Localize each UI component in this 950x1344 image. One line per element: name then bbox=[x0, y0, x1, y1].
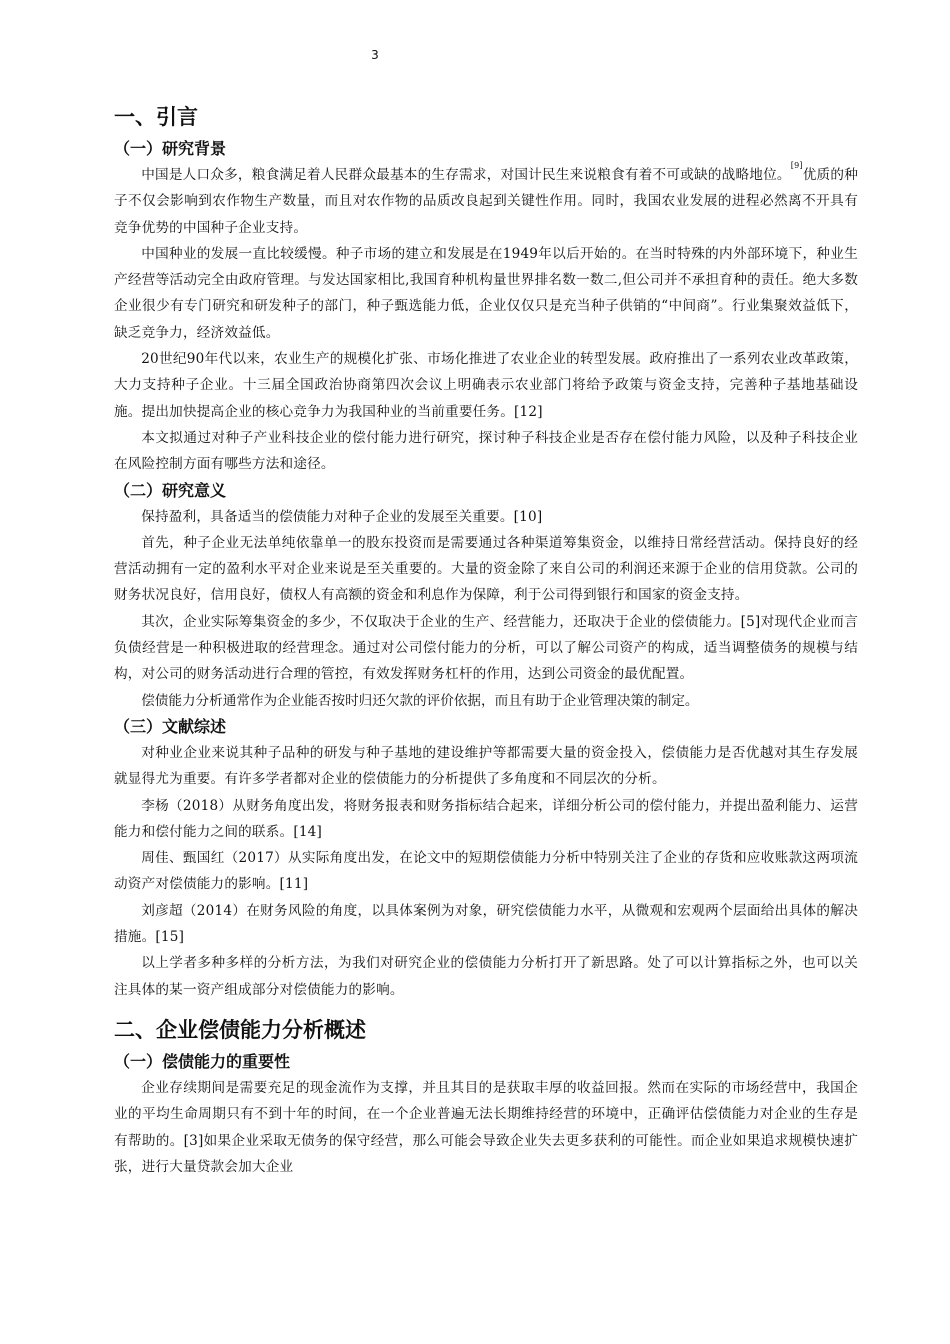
paragraph: 以上学者多种多样的分析方法，为我们对研究企业的偿债能力分析打开了新思路。处了可以计算指标之外，也可以关注具体的某一资产组成部分对偿债能力的影响。 bbox=[114, 955, 858, 998]
subsection-heading-background: （一）研究背景 bbox=[114, 139, 227, 158]
citation-superscript: [9] bbox=[790, 161, 803, 170]
page-number: 3 bbox=[371, 48, 379, 62]
paragraph: 其次，企业实际筹集资金的多少，不仅取决于企业的生产、经营能力，还取决于企业的偿债能力。[5]对现代企业而言负债经营是一种积极进取的经营理念。通过对公司偿付能力的分析，可以了解公司资产的构成，适当调整债务的规模与结构，对公司的财务活动进行合理的管控，有效发挥财务杠杆的作用，达到公司资金的最优配置。 bbox=[114, 613, 858, 683]
paragraph-text: 中国是人口众多，粮食满足着人民群众最基本的生存需求，对国计民生来说粮食有着不可或缺的战略地位。 bbox=[141, 167, 791, 183]
subsection-heading-literature-review: （三）文献综述 bbox=[114, 716, 227, 736]
paragraph bbox=[114, 162, 858, 241]
subsection-heading-significance: （二）研究意义 bbox=[114, 480, 227, 500]
paragraph: 企业存续期间是需要充足的现金流作为支撑，并且其目的是获取丰厚的收益回报。然而在实际的市场经营中，我国企业的平均生命周期只有不到十年的时间，在一个企业普遍无法长期维持经营的环境中，正确评估偿债能力对企业的生存是有帮助的。[3]如果企业采取无债务的保守经营，那么可能会导致企业失去更多获利的可能性。而企业如果追求规模快速扩张，进行大量贷款会加大企业 bbox=[114, 1079, 858, 1175]
paragraph: 周佳、甄国红（2017）从实际角度出发，在论文中的短期偿债能力分析中特别关注了企业的存货和应收账款这两项流动资产对偿债能力的影响。[11] bbox=[114, 850, 858, 893]
paragraph: 李杨（2018）从财务角度出发，将财务报表和财务指标结合起来，详细分析公司的偿付能力，并提出盈利能力、运营能力和偿付能力之间的联系。[14] bbox=[114, 797, 858, 840]
paragraph: 本文拟通过对种子产业科技企业的偿付能力进行研究，探讨种子科技企业是否存在偿付能力风险，以及种子科技企业在风险控制方面有哪些方法和途径。 bbox=[114, 429, 858, 473]
paragraph: 偿债能力分析通常作为企业能否按时归还欠款的评价依据，而且有助于企业管理决策的制定。 bbox=[141, 692, 699, 709]
section-heading-solvency-overview: 二、企业偿债能力分析概述 bbox=[114, 1017, 366, 1042]
paragraph: 保持盈利，具备适当的偿债能力对种子企业的发展至关重要。[10] bbox=[141, 508, 543, 525]
paragraph: 刘彦超（2014）在财务风险的角度，以具体案例为对象，研究偿债能力水平，从微观和宏观两个层面给出具体的解决措施。[15] bbox=[114, 902, 858, 946]
paragraph: 首先，种子企业无法单纯依靠单一的股东投资而是需要通过各种渠道筹集资金，以维持日常经营活动。保持良好的经营活动拥有一定的盈利水平对企业来说是至关重要的。大量的资金除了来自公司的利润还来源于企业的信用贷款。公司的财务状况良好，信用良好，债权人有高额的资金和利息作为保障，利于公司得到银行和国家的资金支持。 bbox=[114, 534, 858, 604]
subsection-heading-importance: （一）偿债能力的重要性 bbox=[114, 1051, 291, 1071]
paragraph: 对种业企业来说其种子品种的研发与种子基地的建设维护等都需要大量的资金投入，偿债能力是否优越对其生存发展就显得尤为重要。有许多学者都对企业的偿债能力的分析提供了多角度和不同层次的分析。 bbox=[114, 744, 858, 788]
paragraph: 20世纪90年代以来，农业生产的规模化扩张、市场化推进了农业企业的转型发展。政府推出了一系列农业改革政策，大力支持种子企业。十三届全国政治协商第四次会议上明确表示农业部门将给予政策与资金支持，完善种子基地基础设施。提出加快提高企业的核心竞争力为我国种业的当前重要任务。[12] bbox=[114, 351, 858, 420]
section-heading-introduction: 一、引言 bbox=[114, 105, 198, 129]
page-content bbox=[114, 100, 858, 1180]
paragraph-text: 优质的种子不仅会影响到农作物生产数量，而且对农作物的品质改良起到关键性作用。同时，我国农业发展的进程必然离不开具有竞争优势的中国种子企业支持。 bbox=[114, 167, 858, 236]
paragraph: 中国种业的发展一直比较缓慢。种子市场的建立和发展是在1949年以后开始的。在当时特殊的内外部环境下，种业生产经营等活动完全由政府管理。与发达国家相比,我国育种机构量世界排名数一数二,但公司并不承担育种的责任。绝大多数企业很少有专门研究和研发种子的部门，种子甄选能力低，企业仅仅只是充当种子供销的“中间商”。行业集聚效益低下，缺乏竞争力，经济效益低。 bbox=[114, 245, 858, 341]
